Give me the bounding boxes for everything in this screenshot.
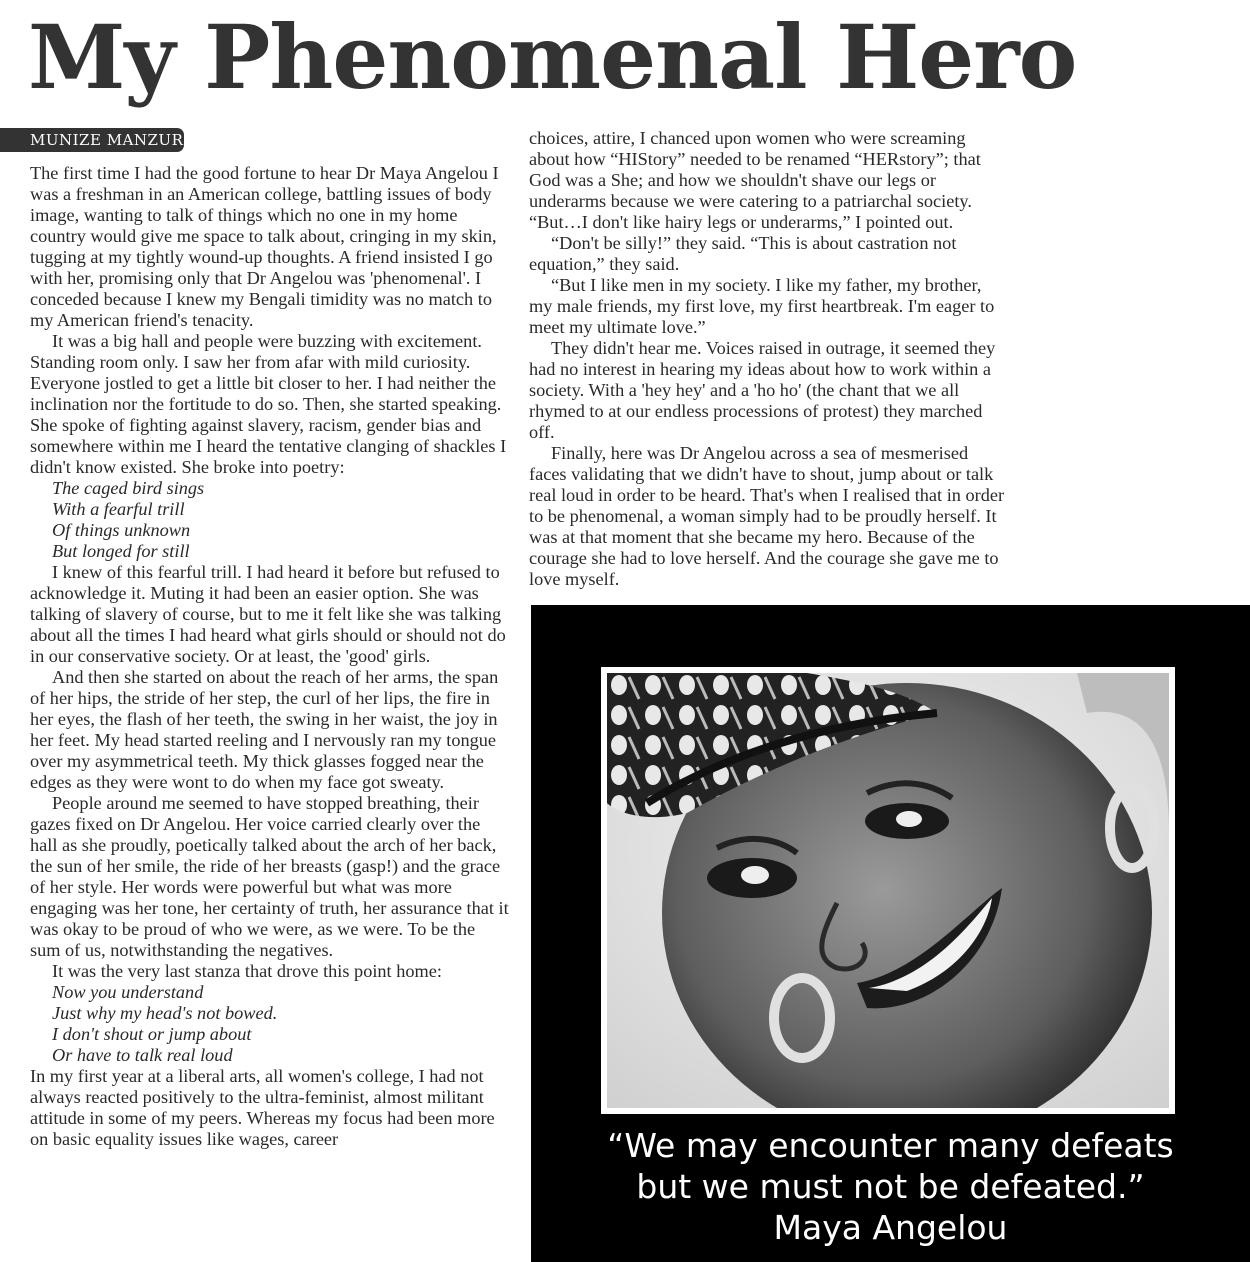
poem-line: Of things unknown: [52, 520, 191, 540]
paragraph: choices, attire, I chanced upon women who were screaming about how “HIStory” needed to be renamed “HERstory”; that God was a She; and how we shouldn't shave our legs or underarms because we were catering to a patriarchal society. “But…I don't like hairy legs or underarms,” I pointed out.: [529, 128, 981, 232]
poem-excerpt: [30, 478, 510, 562]
paragraph: They didn't hear me. Voices raised in outrage, it seemed they had no interest in hearing my ideas about how to work within a society. With a 'hey hey' and a 'ho ho' (the chant that we all rhymed to at our endless processions of protest) they marched off.: [529, 338, 996, 442]
paragraph: “Don't be silly!” they said. “This is about castration not equation,” they said.: [529, 233, 957, 274]
paragraph: And then she started on about the reach of her arms, the span of her hips, the stride of her step, the curl of her lips, the fire in her eyes, the flash of her teeth, the swing in her waist, the joy in her feet. My head started reeling and I nervously ran my tongue over my asymmetrical teeth. My thick glasses fogged near the edges as they were wont to do when my face got sweaty.: [30, 667, 499, 792]
portrait-photo: [607, 673, 1169, 1108]
quote-author: Maya Angelou: [773, 1208, 1008, 1247]
quote-text: [531, 1125, 1250, 1248]
poem-line: The caged bird sings: [52, 478, 205, 498]
paragraph: People around me seemed to have stopped breathing, their gazes fixed on Dr Angelou. Her voice carried clearly over the hall as she proudly, poetically talked about the arch of her back, the sun of her smile, the ride of her breasts (gasp!) and the grace of her style. Her words were powerful but what was more engaging was her tone, her certainty of truth, her assurance that it was okay to be proud of who we were, as we were. To be the sum of us, notwithstanding the negatives.: [30, 793, 509, 960]
paragraph: It was the very last stanza that drove this point home:: [52, 961, 442, 981]
paragraph: Finally, here was Dr Angelou across a sea of mesmerised faces validating that we didn't have to shout, jump about or talk real loud in order to be heard. That's when I realised that in order to be phenomenal, a woman simply had to be proudly herself. It was at that moment that she became my hero. Because of the courage she had to love herself. And the courage she gave me to love myself.: [529, 443, 1005, 589]
article-column-1: [30, 163, 510, 1150]
poem-line: But longed for still: [52, 541, 190, 561]
quote-line: but we must not be defeated.”: [636, 1167, 1145, 1206]
author-byline: MUNIZE MANZUR: [0, 128, 184, 152]
poem-line: With a fearful trill: [52, 499, 185, 519]
article-title: My Phenomenal Hero: [28, 5, 1077, 109]
paragraph: It was a big hall and people were buzzing with excitement. Standing room only. I saw her from afar with mild curiosity. Everyone jostled to get a little bit closer to her. I had neither the inclination nor the fortitude to do so. Then, she started speaking. She spoke of fighting against slavery, racism, gender bias and somewhere within me I heard the tentative clanging of shackles I didn't know existed. She broke into poetry:: [30, 331, 507, 477]
quote-photo-panel: [531, 605, 1250, 1262]
poem-line: I don't shout or jump about: [52, 1024, 252, 1044]
quote-line: “We may encounter many defeats: [607, 1126, 1174, 1165]
portrait-photo-frame: [601, 667, 1175, 1114]
poem-excerpt: [30, 982, 510, 1066]
paragraph: “But I like men in my society. I like my father, my brother, my male friends, my first love, my first heartbreak. I'm eager to meet my ultimate love.”: [529, 275, 995, 337]
paragraph: In my first year at a liberal arts, all women's college, I had not always reacted positively to the ultra-feminist, almost militant attitude in some of my peers. Whereas my focus had been more on basic equality issues like wages, career: [30, 1066, 495, 1149]
poem-line: Or have to talk real loud: [52, 1045, 233, 1065]
paragraph: I knew of this fearful trill. I had heard it before but refused to acknowledge it. Muting it had been an easier option. She was talking of slavery of course, but to me it felt like she was talking about all the times I had heard what girls should or should not do in our conservative society. Or at least, the 'good' girls.: [30, 562, 506, 666]
poem-line: Now you understand: [52, 982, 204, 1002]
article-column-2: [529, 128, 1009, 590]
poem-line: Just why my head's not bowed.: [52, 1003, 278, 1023]
paragraph: The first time I had the good fortune to hear Dr Maya Angelou I was a freshman in an American college, battling issues of body image, wanting to talk of things which no one in my home country would give me space to talk about, cringing in my skin, tugging at my tightly wound-up thoughts. A friend insisted I go with her, promising only that Dr Angelou was 'phenomenal'. I conceded because I knew my Bengali timidity was no match to my American friend's tenacity.: [30, 163, 499, 330]
